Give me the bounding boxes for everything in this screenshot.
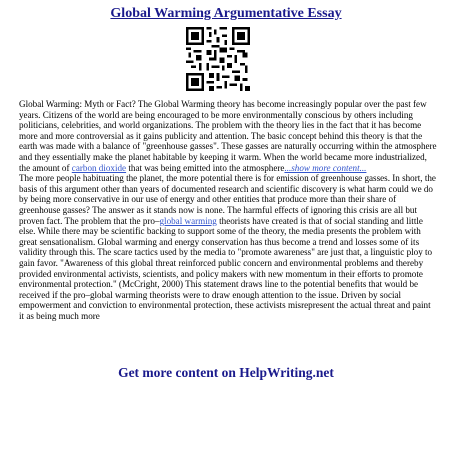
essay-paragraph (19, 99, 437, 173)
paragraph-text: that was being emitted into the atmosphere (126, 162, 285, 173)
paragraph-text: The more people habituating the planet, the more potential there is for emission of greenhouse gasses. In short, the basis of this argument other than years of documented research and scientific discovery is what harm could we do by being more conservative in our use of energy and other entities that produce more than their share of greenhouse gasses? The answer as it stands now is none. The harmful effects of ignoring this crisis are all but proven fact. The problem that the pro– (19, 173, 436, 226)
paragraph-text: Global Warming: Myth or Fact? The Global Warming theory has become increasingly popular over the past few years. Citizens of the world are being encouraged to be more environmentally conscious by others including politicians, celebrities, and world organizations. The problem with the theory lies in the fact that it has become more and more controversial as it gains publicity and attention. The basic concept behind this theory is that the earth was made with a balance of "greenhouse gasses". These gasses are naturally occurring within the atmosphere and they essentially make the planet habitable by keeping it warm. When the world became more industrialized, the amount of (19, 99, 437, 173)
global-warming-link[interactable]: global warming (159, 215, 217, 226)
carbon-dioxide-link[interactable]: carbon dioxide (71, 162, 127, 173)
essay-paragraph (19, 173, 437, 321)
page-title: Global Warming Argumentative Essay (110, 6, 342, 21)
show-more-link[interactable]: ...show more content... (284, 162, 367, 173)
essay-body (19, 99, 437, 321)
get-more-content-link[interactable]: Get more content on HelpWriting.net (118, 365, 334, 380)
qr-code-icon (186, 27, 250, 91)
paragraph-text: theorists have created is that of social standing and little else. While there may be scientific backing to support some of the theory, the media presents the problem with great sensationalism. Global warming and energy conservation has thus become a trend and losses some of its validity through this. The scare tactics used by the media to "promote awareness" are just that, a linguistic ploy to gain favor. "Awareness of this global threat reinforced public concern and environmental problems and thereby provided environmental activists, scientists, and policy makers with new momentum in their efforts to promote environmental protection." (McCright, 2000) This statement draws line to the potential benefits that would be received if the pro–global warming theorists were to draw enough attention to the issue. Driven by social empowerment and conviction to environmental protection, these activists misrepresent the actual threat and paint it as being much more (19, 215, 433, 321)
